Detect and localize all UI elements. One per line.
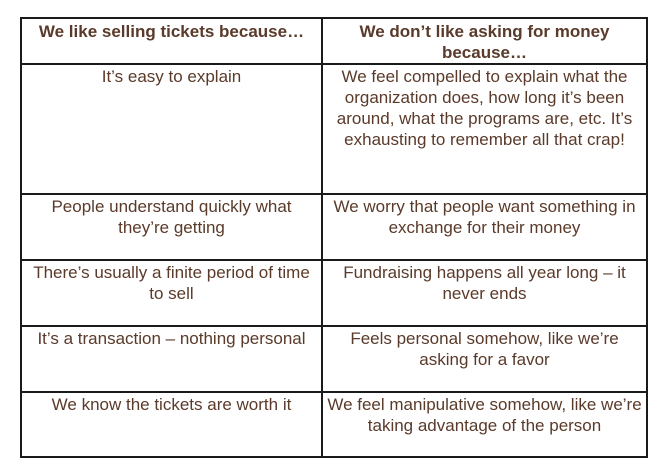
dislike-reason-cell: We feel manipulative somehow, like we’re taking advantage of the person [322,392,647,457]
like-reason-cell: There’s usually a finite period of time to sell [21,260,322,326]
header-selling-tickets: We like selling tickets because… [21,18,322,64]
table-row [21,260,647,326]
dislike-reason-cell: Fundraising happens all year long – it never ends [322,260,647,326]
table-row [21,194,647,260]
table-row [21,64,647,194]
dislike-reason-cell: We worry that people want something in exchange for their money [322,194,647,260]
table-row [21,326,647,392]
comparison-table [20,17,648,458]
like-reason-cell: People understand quickly what they’re getting [21,194,322,260]
like-reason-cell: It’s easy to explain [21,64,322,194]
table-row [21,392,647,457]
like-reason-cell: We know the tickets are worth it [21,392,322,457]
like-reason-cell: It’s a transaction – nothing personal [21,326,322,392]
header-row [21,18,647,64]
dislike-reason-cell: Feels personal somehow, like we’re asking for a favor [322,326,647,392]
header-asking-money: We don’t like asking for money because… [322,18,647,64]
dislike-reason-cell: We feel compelled to explain what the organization does, how long it’s been around, what the programs are, etc. It’s exhausting to remember all that crap! [322,64,647,194]
